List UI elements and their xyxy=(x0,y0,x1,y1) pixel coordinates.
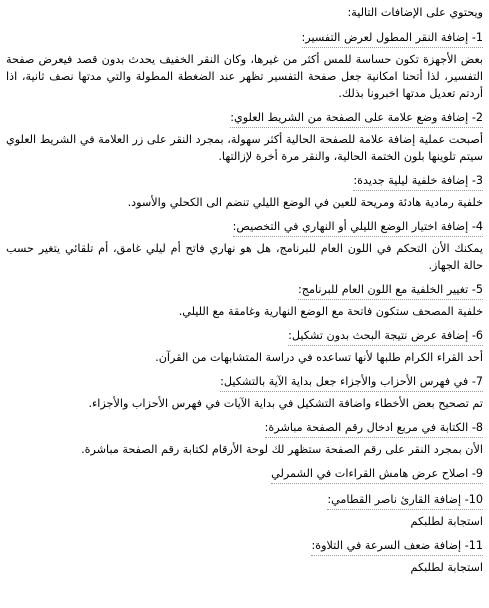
item-body: أصبحت عملية إضافة علامة للصفحة الحالية أكثر سهولة، بمجرد النقر على زر العلامة في الشريط العلوي سيتم تلوينها بلون الختمة الحالية، والنقر مرة أخرة لإزالتها. xyxy=(6,133,483,163)
item-title: 11- إضافة ضعف السرعة في التلاوة: xyxy=(311,537,483,556)
list-item xyxy=(6,281,483,320)
item-body: يمكنك الأن التحكم في اللون العام للبرنامج، هل هو نهاري فاتح أم ليلي غامق، أم تلقائي يتغير حسب حالة الجهاز. xyxy=(6,242,483,272)
list-item xyxy=(6,218,483,274)
list-item xyxy=(6,537,483,576)
list-item xyxy=(6,29,483,102)
item-title: 4- إضافة اختيار الوضع الليلي أو النهاري في التخصيص: xyxy=(233,218,483,237)
list-item xyxy=(6,172,483,211)
item-body: استجابة لطلبكم xyxy=(410,561,483,574)
item-title: 1- إضافة النقر المطول لعرض التفسير: xyxy=(302,29,483,48)
item-title: 10- إضافة القارئ ناصر القطامي: xyxy=(327,491,483,510)
item-title: 3- إضافة خلفية ليلية جديدة: xyxy=(353,172,483,191)
list-item xyxy=(6,419,483,458)
item-title: 7- في فهرس الأحزاب والأجزاء جعل بداية الآية بالتشكيل: xyxy=(220,373,483,392)
item-body: بعض الأجهزة تكون حساسة للمس أكثر من غيرها، وكان النقر الخفيف يحدث بدون قصد فيعرض صفحة التفسير، لذا أتحنا امكانية جعل صفحة التفسير تظهر عند الضغطة المطولة والتي مدتها نصف ثانية، اذا أردتم تعديل مدتها اخبرونا بذلك. xyxy=(6,53,483,100)
list-item xyxy=(6,465,483,484)
item-body: الأن بمجرد النقر على رقم الصفحة ستظهر لك لوحة الأرقام لكتابة رقم الصفحة مباشرة. xyxy=(81,443,483,456)
item-title: 5- تغيير الخلفية مع اللون العام للبرنامج: xyxy=(298,281,483,300)
item-title: 6- إضافة عرض نتيجة البحث بدون تشكيل: xyxy=(288,327,483,346)
list-item xyxy=(6,109,483,165)
item-title: 9- اصلاح عرض هامش القراءات في الشمرلي xyxy=(271,465,483,484)
item-title: 2- إضافة وضع علامة على الصفحة من الشريط العلوي: xyxy=(230,109,483,128)
item-body: خلفية المصحف ستكون فاتحة مع الوضع النهارية وغامقة مع الليلي. xyxy=(178,305,483,318)
list-item xyxy=(6,327,483,366)
list-item xyxy=(6,373,483,412)
intro-text: ويحتوي على الإضافات التالية: xyxy=(347,6,483,19)
item-title: 8- الكتابة في مربع ادخال رقم الصفحة مباشرة: xyxy=(265,419,483,438)
item-body: أحد القراء الكرام طلبها لأنها تساعده في دراسة المتشابهات من القرآن. xyxy=(155,351,483,364)
list-item xyxy=(6,491,483,530)
item-body: خلفية رمادية هادئة ومريحة للعين في الوضع الليلي تنضم الى الكحلي والأسود. xyxy=(127,196,483,209)
item-body: استجابة لطلبكم xyxy=(410,515,483,528)
item-body: تم تصحيح بعض الأخطاء واضافة التشكيل في بداية الآيات في فهرس الأحزاب والأجزاء. xyxy=(88,397,483,410)
